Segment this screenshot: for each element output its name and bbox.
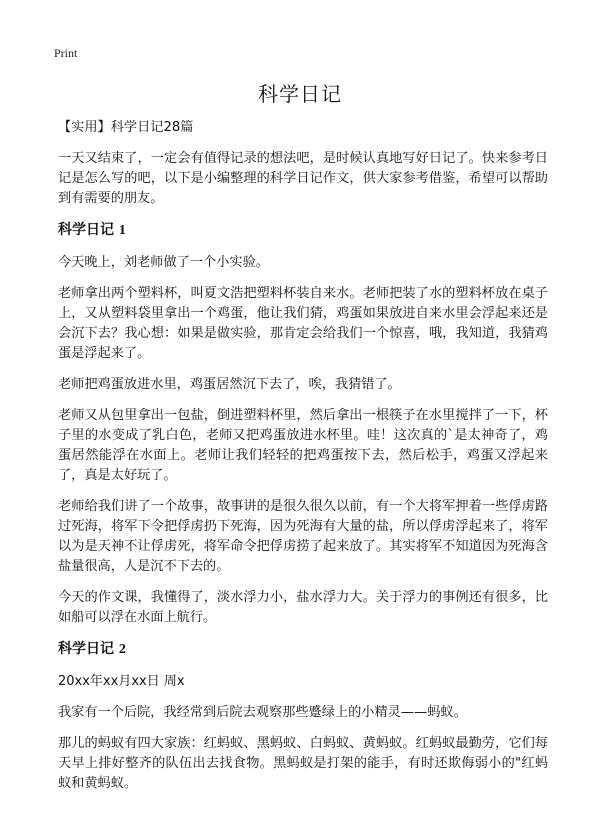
paragraph: 老师给我们讲了一个故事，故事讲的是很久很久以前，有一个大将军押着一些俘虏路过死海，将军下令把俘虏扔下死海，因为死海有大量的盐，所以俘虏浮起来了，将军以为是天神不让俘虏死，将军命令把俘虏捞了起来放了。其实将军不知道因为死海含盐量很高，人是沉不下去的。 bbox=[58, 499, 548, 574]
section-heading-2 bbox=[58, 639, 548, 660]
section-heading-number: 2 bbox=[118, 642, 126, 657]
section-heading-text: 科学日记 bbox=[58, 222, 114, 238]
paragraph: 今天的作文课，我懂得了，淡水浮力小，盐水浮力大。关于浮力的事例还有很多，比如船可以浮在水面上航行。 bbox=[58, 590, 548, 625]
paragraph: 我家有一个后院，我经常到后院去观察那些蹙绿上的小精灵——蚂蚁。 bbox=[58, 705, 467, 720]
paragraph: 老师把鸡蛋放进水里，鸡蛋居然沉下去了，唉，我猜错了。 bbox=[58, 377, 401, 392]
section-heading-number: 1 bbox=[118, 223, 126, 238]
print-link[interactable]: Print bbox=[54, 46, 78, 60]
paragraph: 今天晚上，刘老师做了一个小实验。 bbox=[58, 255, 269, 270]
section-heading-text: 科学日记 bbox=[58, 641, 114, 657]
article-subtitle: 【实用】科学日记28篇 bbox=[58, 120, 194, 135]
page-title: 科学日记 bbox=[258, 82, 342, 106]
paragraph: 那儿的蚂蚁有四大家族：红蚂蚁、黑蚂蚁、白蚂蚁、黄蚂蚁。红蚂蚁最勤劳，它们每天早上排好整齐的队伍出去找食物。黑蚂蚁是打架的能手，有时还欺侮弱小的"红蚂蚁和黄蚂蚁。 bbox=[58, 736, 548, 791]
intro-paragraph: 一天又结束了，一定会有值得记录的想法吧，是时候认真地写好日记了。快来参考日记是怎么写的吧，以下是小编整理的科学日记作文，供大家参考借鉴，希望可以帮助到有需要的朋友。 bbox=[58, 151, 548, 206]
article-body bbox=[58, 118, 548, 805]
paragraph: 老师又从包里拿出一包盐，倒进塑料杯里，然后拿出一根筷子在水里搅拌了一下，杯子里的水变成了乳白色，老师又把鸡蛋放进水杯里。哇！这次真的`是太神奇了，鸡蛋居然能浮在水面上。老师让我们轻轻的把鸡蛋按下去，然后松手，鸡蛋又浮起来了，真是太好玩了。 bbox=[58, 408, 548, 483]
diary-date: 20xx年xx月xx日 周x bbox=[58, 674, 185, 689]
paragraph: 老师拿出两个塑料杯，叫夏文浩把塑料杯装自来水。老师把装了水的塑料杯放在桌子上，又从塑料袋里拿出一个鸡蛋，他让我们猜，鸡蛋如果放进自来水里会浮起来还是会沉下去？我心想：如果是做实验，那肯定会给我们一个惊喜，哦，我知道，我猜鸡蛋是浮起来了。 bbox=[58, 286, 548, 361]
section-heading-1 bbox=[58, 220, 548, 241]
